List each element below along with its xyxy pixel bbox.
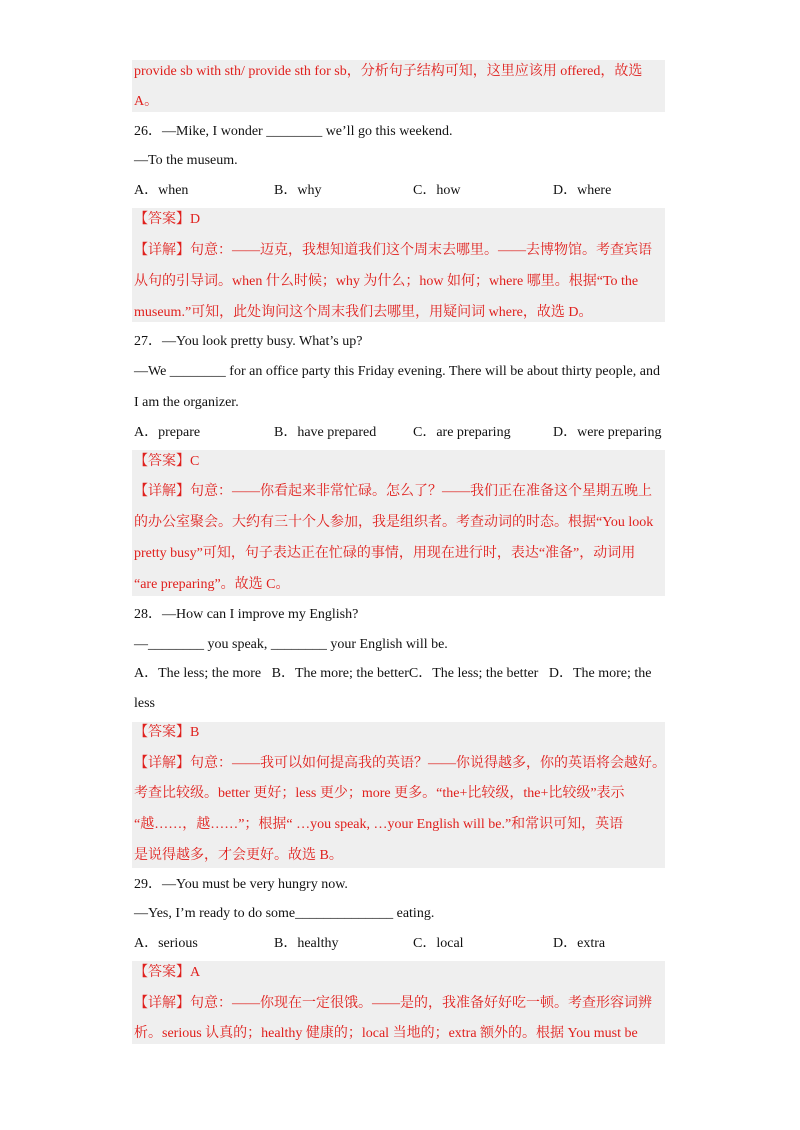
option-c: C．are preparing [413, 425, 511, 440]
option-c: C．local [413, 936, 464, 951]
option-d: D．were preparing [553, 425, 662, 440]
option-a: A．when [134, 183, 189, 198]
explanation-line: 从句的引导词。when 什么时候；why 为什么；how 如何；where 哪里。根据“To the [134, 274, 639, 289]
question-reply-27: —We ________ for an office party this Friday evening. There will be about thirty people, and [134, 364, 660, 379]
explanation-line: 考查比较级。better 更好；less 更少；more 更多。“the+比较级，the+比较级”表示 [134, 786, 625, 801]
option-b: B．why [274, 183, 322, 198]
option-b: B．have prepared [274, 425, 377, 440]
explanation-line: pretty busy”可知，句子表达正在忙碌的事情，用现在进行时，表达“准备”，动词用 [134, 546, 636, 561]
explanation-line: 的办公室聚会。大约有三十个人参加，我是组织者。考查动词的时态。根据“You look [134, 515, 654, 530]
explanation-line: A。 [134, 94, 159, 109]
question-stem-26: 26．—Mike, I wonder ________ we’ll go this weekend. [134, 124, 453, 139]
answer-label: 【答案】A [134, 965, 201, 980]
options-line-28: A．The less; the more B．The more; the betterC．The less; the better D．The more; the [134, 666, 652, 681]
answer-label: 【答案】D [134, 212, 201, 227]
question-reply-28: —________ you speak, ________ your English will be. [134, 637, 448, 652]
option-b: B．healthy [274, 936, 339, 951]
question-reply-29: —Yes, I’m ready to do some______________ eating. [134, 906, 435, 921]
answer-label: 【答案】B [134, 725, 200, 740]
explanation-line: “are preparing”。故选 C。 [134, 577, 290, 592]
options-line-28-wrap: less [134, 696, 155, 711]
explanation-line: 【详解】句意：——你看起来非常忙碌。怎么了？——我们正在准备这个星期五晚上 [134, 484, 652, 499]
question-stem-28: 28．—How can I improve my English? [134, 607, 359, 622]
option-d: D．extra [553, 936, 606, 951]
explanation-line: provide sb with sth/ provide sth for sb，分析句子结构可知，这里应该用 offered，故选 [134, 64, 643, 79]
explanation-line: 是说得越多，才会更好。故选 B。 [134, 848, 343, 863]
option-d: D．where [553, 183, 612, 198]
explanation-line: “越……，越……”；根据“ …you speak, …your English will be.”和常识可知，英语 [134, 817, 624, 832]
question-stem-27: 27．—You look pretty busy. What’s up? [134, 334, 363, 349]
explanation-line: 【详解】句意：——迈克，我想知道我们这个周末去哪里。——去博物馆。考查宾语 [134, 243, 652, 258]
answer-label: 【答案】C [134, 454, 200, 469]
explanation-line: museum.”可知，此处询问这个周末我们去哪里，用疑问词 where，故选 D。 [134, 305, 593, 320]
explanation-line: 【详解】句意：——你现在一定很饿。——是的，我准备好好吃一顿。考查形容词辨 [134, 996, 652, 1011]
option-c: C．how [413, 183, 461, 198]
question-reply-26: —To the museum. [134, 153, 238, 168]
explanation-line: 【详解】句意：——我可以如何提高我的英语？——你说得越多，你的英语将会越好。 [134, 756, 666, 771]
question-stem-29: 29．—You must be very hungry now. [134, 877, 348, 892]
option-a: A．prepare [134, 425, 201, 440]
question-reply-27-cont: I am the organizer. [134, 395, 239, 410]
explanation-line: 析。serious 认真的；healthy 健康的；local 当地的；extra 额外的。根据 You must be [134, 1026, 638, 1041]
option-a: A．serious [134, 936, 198, 951]
